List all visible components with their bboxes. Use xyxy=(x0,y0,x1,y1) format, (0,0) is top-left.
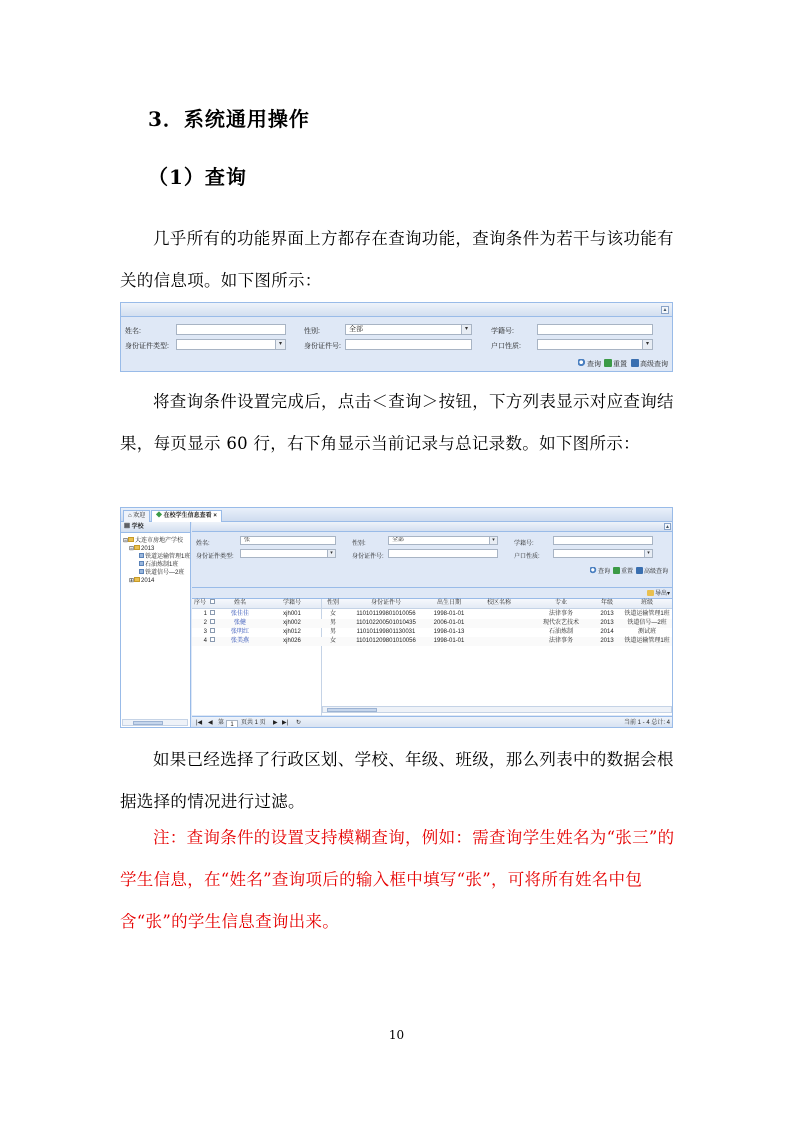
id-no-label: 身份证件号: xyxy=(304,343,341,350)
table-cell: 男 xyxy=(329,629,336,635)
row-checkbox[interactable] xyxy=(208,619,216,628)
col-header[interactable]: 专业 xyxy=(554,600,567,606)
gender-select[interactable]: 全部 ▾ xyxy=(345,324,472,335)
table-cell: 女 xyxy=(329,611,336,617)
hukou-select[interactable] xyxy=(553,549,653,558)
col-header: 序号 xyxy=(193,600,206,606)
col-header[interactable]: 学籍号 xyxy=(282,600,301,606)
folder-icon xyxy=(134,577,140,582)
advanced-query-button[interactable]: 高级查询 xyxy=(631,359,668,370)
table-cell: 2014 xyxy=(600,629,614,635)
tree-node[interactable]: 石油炼制1班 xyxy=(139,561,178,569)
class-icon xyxy=(139,553,144,558)
row-checkbox[interactable] xyxy=(208,628,216,637)
tree-node[interactable]: 铁道信号—2班 xyxy=(139,569,184,577)
student-no-label: 学籍号: xyxy=(491,328,514,335)
tab-student-info[interactable]: ◆ 在校学生信息查看 × xyxy=(151,510,222,522)
name-label: 姓名: xyxy=(125,328,141,335)
id-type-label: 身份证件类型: xyxy=(125,343,169,350)
gender-label: 性别: xyxy=(304,328,320,335)
reset-button[interactable]: 重置 xyxy=(613,567,633,577)
hukou-label: 户口性质: xyxy=(491,343,521,350)
row-checkbox[interactable] xyxy=(208,637,216,646)
col-header[interactable]: 年级 xyxy=(600,600,613,606)
reset-button[interactable]: 重置 xyxy=(604,359,627,370)
table-cell: 2013 xyxy=(600,620,614,626)
subsection-title: （1）查询 xyxy=(148,165,247,189)
table-cell: 铁道运输管理1班 xyxy=(624,611,670,617)
table-cell: 1998-01-01 xyxy=(433,638,465,644)
table-cell: 4 xyxy=(203,638,207,644)
col-header[interactable]: 性别 xyxy=(326,600,339,606)
student-name-link[interactable]: 张佳佳 xyxy=(230,611,249,617)
tree-node[interactable]: ⊞ 2014 xyxy=(129,578,155,584)
table-cell: 石油炼制 xyxy=(548,629,573,635)
advanced-query-button[interactable]: 高级查询 xyxy=(636,567,668,577)
id-no-input[interactable] xyxy=(345,339,472,350)
folder-icon xyxy=(134,545,140,550)
gender-select[interactable]: 全部 ▾ xyxy=(388,536,498,545)
tree-title: ▦ 学校 xyxy=(121,522,190,533)
table-cell: 3 xyxy=(203,629,207,635)
table-cell: xjh026 xyxy=(283,638,301,644)
app-window-figure xyxy=(120,507,673,728)
table-cell: 男 xyxy=(329,620,336,626)
id-type-label: 身份证件类型: xyxy=(196,554,234,560)
col-header[interactable]: 身份证件号 xyxy=(370,600,401,606)
search-icon xyxy=(590,567,597,574)
class-icon xyxy=(139,569,144,574)
tree-scrollbar[interactable] xyxy=(122,719,188,726)
page-prefix: 第 xyxy=(218,720,225,726)
query-button[interactable]: 查询 xyxy=(578,359,601,370)
table-cell: 法律事务 xyxy=(548,611,573,617)
table-cell: 2006-01-01 xyxy=(433,620,465,626)
home-icon: ⌂ xyxy=(128,513,134,519)
student-icon: ◆ xyxy=(156,513,164,519)
next-page-button[interactable]: ▶ xyxy=(273,720,278,726)
table-cell: xjh002 xyxy=(283,620,301,626)
page-number: 10 xyxy=(388,1028,405,1042)
table-cell: 法律事务 xyxy=(548,638,573,644)
table-cell: 2013 xyxy=(600,611,614,617)
table-cell: 1998-01-01 xyxy=(433,611,465,617)
id-type-select[interactable] xyxy=(240,549,336,558)
table-cell: 110101199801130031 xyxy=(356,629,416,635)
table-cell: 110101209801010056 xyxy=(356,638,416,644)
table-cell: 现代农艺技术 xyxy=(542,620,579,626)
student-no-input[interactable] xyxy=(553,536,653,545)
refresh-icon[interactable]: ↻ xyxy=(296,720,302,726)
table-cell: 1 xyxy=(203,611,207,617)
table-cell: 2 xyxy=(203,620,207,626)
student-name-link[interactable]: 张美燕 xyxy=(230,638,249,644)
row-checkbox[interactable] xyxy=(208,610,216,619)
school-icon: ▦ xyxy=(124,524,132,530)
tree-node[interactable]: ⊟ 2013 xyxy=(129,546,155,552)
reset-icon xyxy=(613,567,620,574)
table-cell: 铁道信号—2班 xyxy=(627,620,667,626)
table-row[interactable] xyxy=(192,628,673,637)
id-no-label: 身份证件号: xyxy=(352,554,384,560)
table-cell: xjh012 xyxy=(283,629,301,635)
table-cell: 110101199801010056 xyxy=(356,611,416,617)
id-no-input[interactable] xyxy=(388,549,498,558)
paragraph-query-result: 将查询条件设置完成后，点击＜查询＞按钮，下方列表显示对应查询结果，每页显示 60 行，右下角显示当前记录与总记录数。如下图所示： xyxy=(120,392,674,453)
id-type-select[interactable] xyxy=(176,339,286,350)
tab-bar xyxy=(121,508,673,522)
name-input[interactable]: 张 xyxy=(240,536,336,545)
student-no-label: 学籍号: xyxy=(514,541,534,547)
table-row[interactable] xyxy=(192,610,673,619)
table-cell: 女 xyxy=(329,638,336,644)
paragraph-intro: 几乎所有的功能界面上方都存在查询功能，查询条件为若干与该功能有关的信息项。如下图所示： xyxy=(120,229,674,290)
table-row[interactable] xyxy=(192,619,673,628)
table-cell: xjh001 xyxy=(283,611,301,617)
table-cell: 2013 xyxy=(600,638,614,644)
grid-header xyxy=(192,599,673,609)
last-page-button[interactable]: ▶| xyxy=(282,720,289,726)
col-header[interactable]: 姓名 xyxy=(233,600,246,606)
note-fuzzy-search: 注：查询条件的设置支持模糊查询，例如：需查询学生姓名为“张三”的学生信息，在“姓名”查询项后的输入框中填写“张”，可将所有姓名中包含“张”的学生信息查询出来。 xyxy=(120,828,675,931)
select-all-checkbox[interactable] xyxy=(208,599,216,608)
panel-header xyxy=(121,303,672,317)
pagination-bar: |◀ ◀ 第 1 页共 1 页 ▶ ▶| ↻ 当前 1 - 4 总计: 4 xyxy=(192,716,673,728)
folder-icon xyxy=(128,537,134,542)
tab-welcome[interactable]: ⌂ 欢迎 xyxy=(123,510,150,522)
col-header[interactable]: 校区名称 xyxy=(486,600,511,606)
col-header[interactable]: 班级 xyxy=(640,600,653,606)
search-panel-figure xyxy=(120,302,673,372)
student-name-link[interactable]: 张明红 xyxy=(230,629,249,635)
search-icon xyxy=(578,359,586,367)
grid-scrollbar[interactable] xyxy=(322,706,672,713)
table-row[interactable] xyxy=(192,637,673,646)
class-icon xyxy=(139,561,144,566)
table-cell: 铁道运输管理1班 xyxy=(624,638,670,644)
prev-page-button[interactable]: ◀ xyxy=(208,720,213,726)
chevron-up-icon[interactable]: ▲ xyxy=(662,307,668,313)
tree-node[interactable]: ⊟ 大连市房地产学校 xyxy=(123,538,184,544)
table-cell: 1998-01-13 xyxy=(433,629,465,635)
school-tree xyxy=(121,522,191,728)
reset-icon xyxy=(604,359,612,367)
first-page-button[interactable]: |◀ xyxy=(196,720,203,726)
search-panel xyxy=(192,522,673,586)
paragraph-filter: 如果已经选择了行政区划、学校、年级、班级，那么列表中的数据会根据选择的情况进行过滤。 xyxy=(120,750,674,811)
name-input[interactable] xyxy=(176,324,286,335)
export-button[interactable]: 导出▾ xyxy=(647,589,670,599)
name-label: 姓名: xyxy=(196,541,210,547)
gender-label: 性别: xyxy=(352,541,366,547)
hukou-select[interactable] xyxy=(537,339,653,350)
table-cell: 110102200501010435 xyxy=(356,620,416,626)
chevron-up-icon[interactable]: ▲ xyxy=(665,524,670,530)
page-total: 页共 1 页 xyxy=(241,720,266,726)
student-no-input[interactable] xyxy=(537,324,653,335)
export-icon xyxy=(647,590,654,596)
close-icon[interactable]: × xyxy=(213,513,217,519)
results-grid xyxy=(192,587,673,715)
query-button[interactable]: 查询 xyxy=(590,567,610,577)
section-title: 3．系统通用操作 xyxy=(148,107,310,131)
tree-node[interactable]: 铁道运输管理1班 xyxy=(139,553,190,561)
table-cell: 测试班 xyxy=(637,629,656,635)
student-name-link[interactable]: 张健 xyxy=(233,620,246,626)
col-header[interactable]: 出生日期 xyxy=(436,600,461,606)
advanced-search-icon xyxy=(636,567,643,574)
hukou-label: 户口性质: xyxy=(514,554,540,560)
advanced-search-icon xyxy=(631,359,639,367)
record-summary: 当前 1 - 4 总计: 4 xyxy=(623,720,670,726)
